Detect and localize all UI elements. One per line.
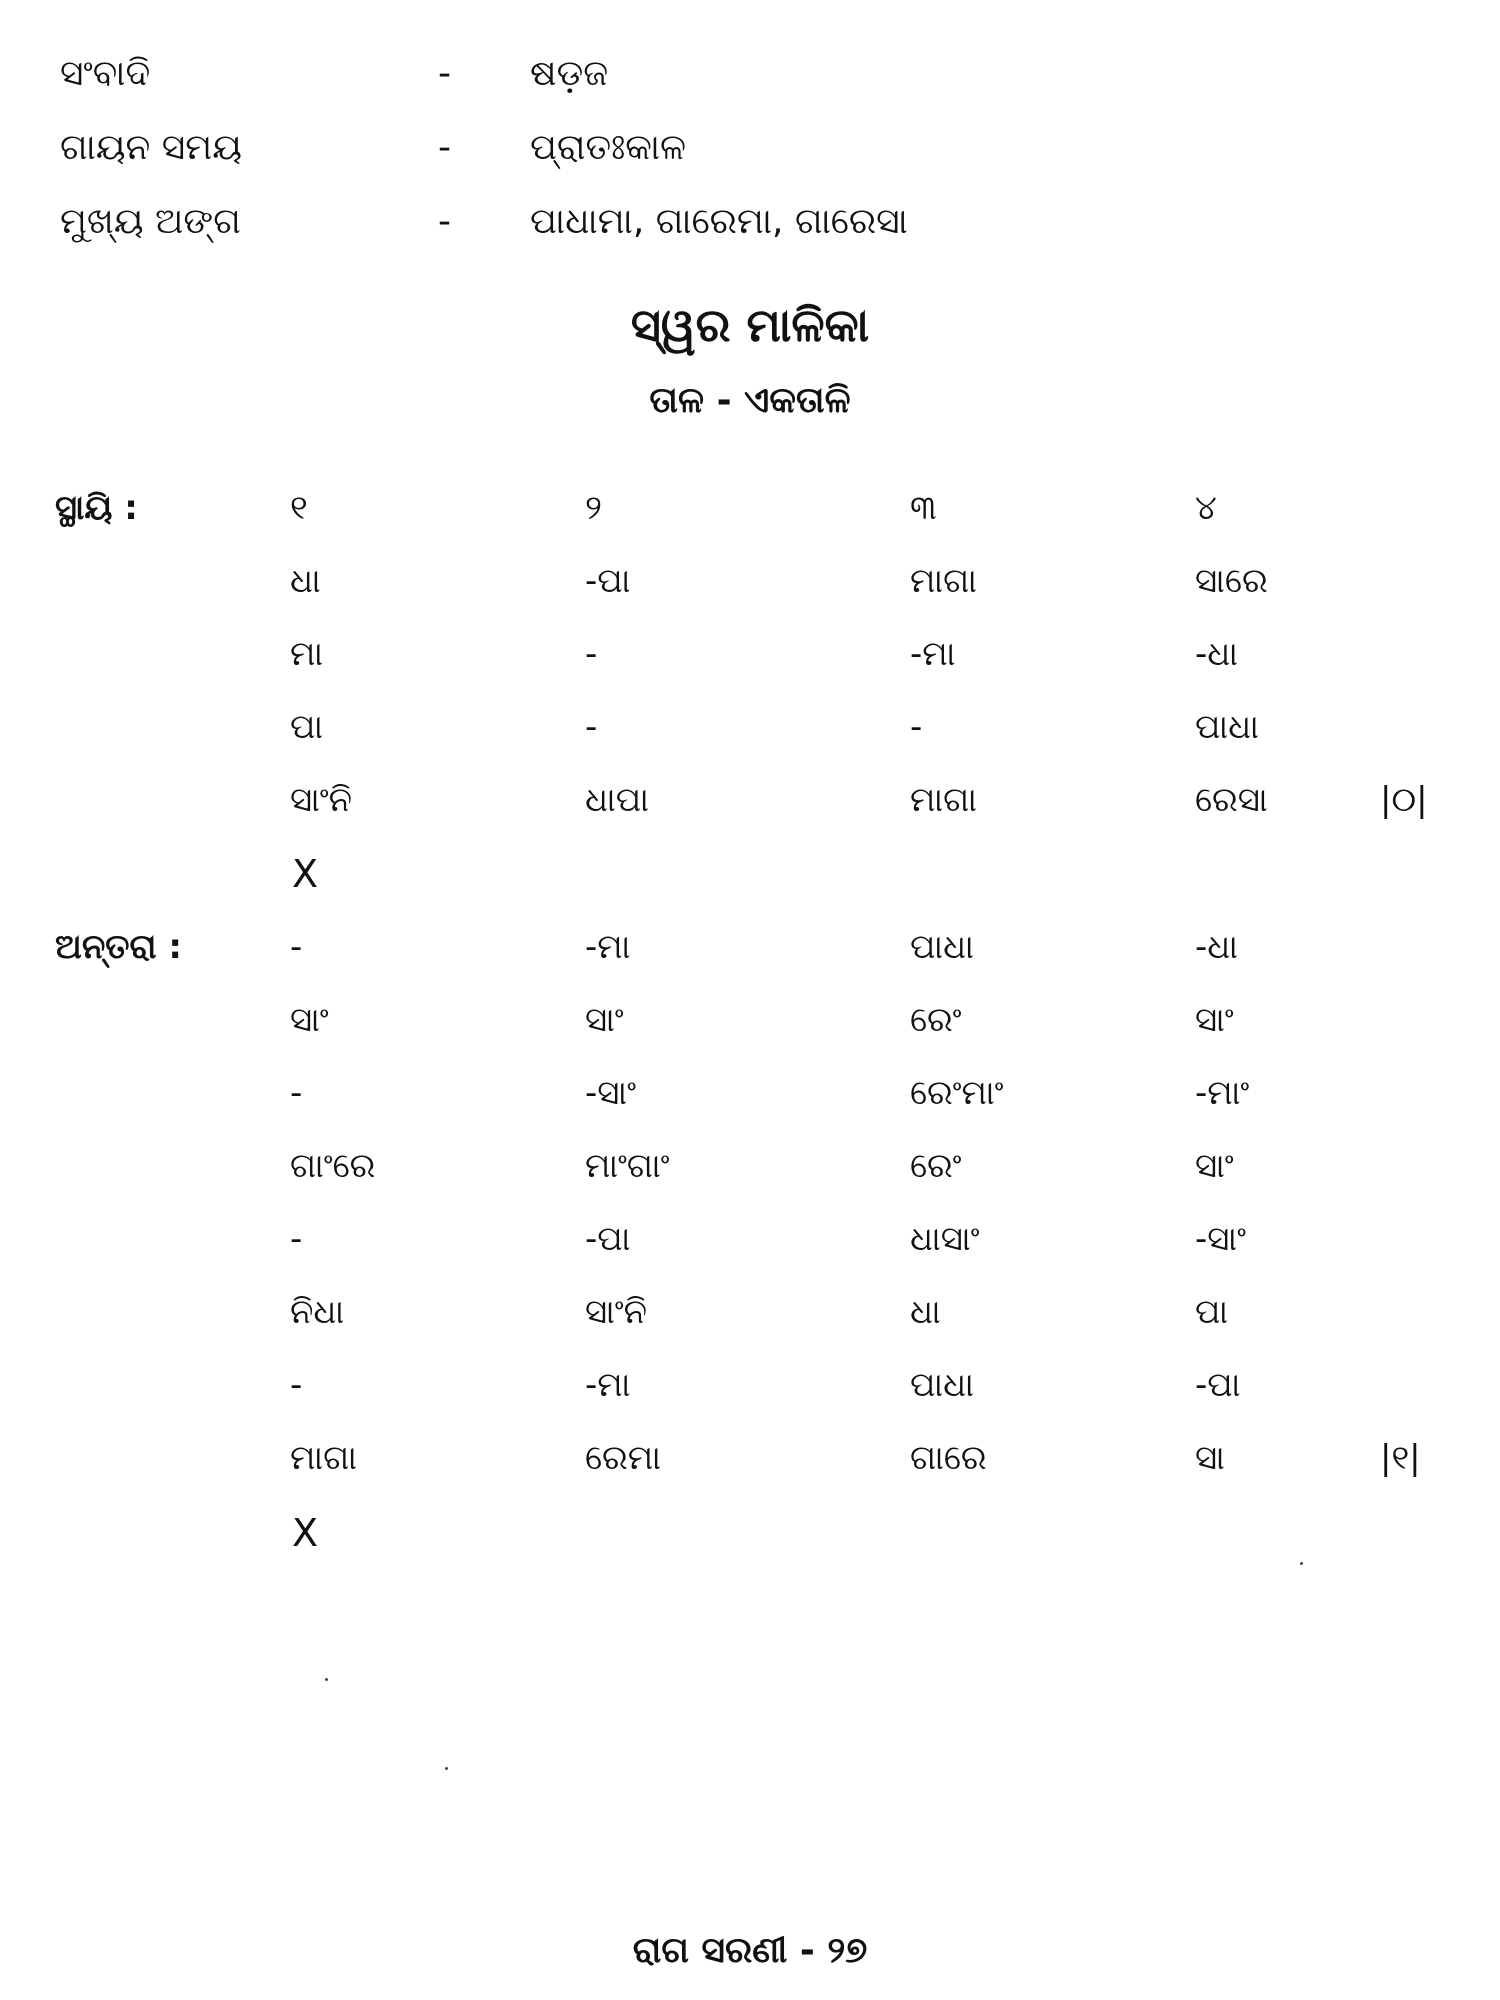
antara-row [0,992,1500,1048]
meta-dash: - [438,201,451,242]
note-cell: ମାଂଗାଂ [585,1146,670,1186]
meta-key: ମୁଖ୍ୟ ଅଙ୍ଗ [60,201,241,242]
sthayi-row [0,772,1500,828]
note-cell: ସାଂ [1195,1146,1234,1186]
note-cell: ଗାଂରେ [290,1146,376,1186]
antara-row [0,1138,1500,1194]
note-cell: ଧାପା [585,780,649,820]
note-cell: -ପା [585,561,631,601]
antara-row [0,1284,1500,1340]
note-cell: ମାଗା [910,561,978,601]
note-cell: -ମା [585,1365,631,1405]
note-cell: ମାଗା [910,780,978,820]
note-cell: - [290,1365,303,1405]
meta-dash: - [438,127,451,168]
note-cell: - [585,707,598,747]
antara-row [0,1211,1500,1267]
note-cell: ଧା [910,1292,941,1332]
meta-key: ସଂବାଦି [60,53,151,94]
note-cell: - [585,634,598,674]
note-cell: ସାଂ [290,1000,329,1040]
note-cell: ଗାରେ [910,1438,987,1478]
sthayi-label: ସ୍ଥାୟି : [55,488,138,528]
scan-speck [1300,1562,1303,1565]
sthayi-row [0,626,1500,682]
meta-key: ଗାୟନ ସମୟ [60,127,242,168]
note-cell: ରେଂ [910,1146,962,1186]
beat-number: ୧ [290,488,308,528]
page-footer: ରାଗ ସରଣୀ - ୨୭ [632,1930,868,1971]
sam-x-mark: X [292,1511,319,1555]
page-subtitle: ତାଳ - ଏକତାଳି [649,380,851,421]
note-cell: -ଧା [1195,634,1239,674]
antara-label: ଅନ୍ତରା : [55,927,182,967]
sam-x-mark: X [292,852,319,896]
beat-number: ୩ [910,488,937,528]
meta-dash: - [438,53,451,94]
antara-row [0,1357,1500,1413]
note-cell: ରେଂ [910,1000,962,1040]
page-title: ସ୍ୱର ମାଳିକା [630,298,870,352]
note-cell: -ପା [585,1219,631,1259]
meta-value: ପ୍ରାତଃକାଳ [530,127,687,168]
note-cell: ସାଂନି [585,1292,648,1332]
tala-end-mark: |୦| [1380,780,1428,820]
note-cell: ପା [290,707,324,747]
note-cell: ରେସା [1195,780,1268,820]
note-cell: - [910,707,923,747]
sthayi-header-row [0,480,1500,536]
note-cell: ପାଧା [910,927,974,967]
note-cell: -ମା [910,634,956,674]
meta-value: ପାଧାମା, ଗାରେମା, ଗାରେସା [530,201,908,242]
sthayi-row [0,699,1500,755]
meta-value: ଷଡ଼ଜ [530,53,609,94]
note-cell: -ସାଂ [585,1073,636,1113]
note-cell: - [290,1219,303,1259]
scan-speck [325,1678,328,1681]
antara-row [0,919,1500,975]
scan-speck [445,1767,448,1770]
note-cell: ସାଂନି [290,780,353,820]
note-cell: - [290,927,303,967]
tala-end-mark: |୧| [1380,1438,1421,1478]
note-cell: - [290,1073,303,1113]
note-cell: ସାଂ [585,1000,624,1040]
note-cell: -ମାଂ [1195,1073,1250,1113]
note-cell: ରେଂମାଂ [910,1073,1004,1113]
note-cell: -ସାଂ [1195,1219,1246,1259]
note-cell: ପାଧା [910,1365,974,1405]
note-cell: ମାଗା [290,1438,358,1478]
note-cell: ଧା [290,561,321,601]
note-cell: -ପା [1195,1365,1241,1405]
sthayi-row [0,553,1500,609]
note-cell: ସାରେ [1195,561,1268,601]
note-cell: ମା [290,634,324,674]
beat-number: ୨ [585,488,602,528]
note-cell: -ଧା [1195,927,1239,967]
note-cell: ରେମା [585,1438,661,1478]
note-cell: ପାଧା [1195,707,1259,747]
note-cell: ନିଧା [290,1292,345,1332]
note-cell: ପା [1195,1292,1229,1332]
antara-row [0,1065,1500,1121]
antara-row [0,1430,1500,1486]
note-cell: ସା [1195,1438,1225,1478]
note-cell: ଧାସାଂ [910,1219,980,1259]
note-cell: -ମା [585,927,631,967]
note-cell: ସାଂ [1195,1000,1234,1040]
beat-number: ୪ [1195,488,1217,528]
